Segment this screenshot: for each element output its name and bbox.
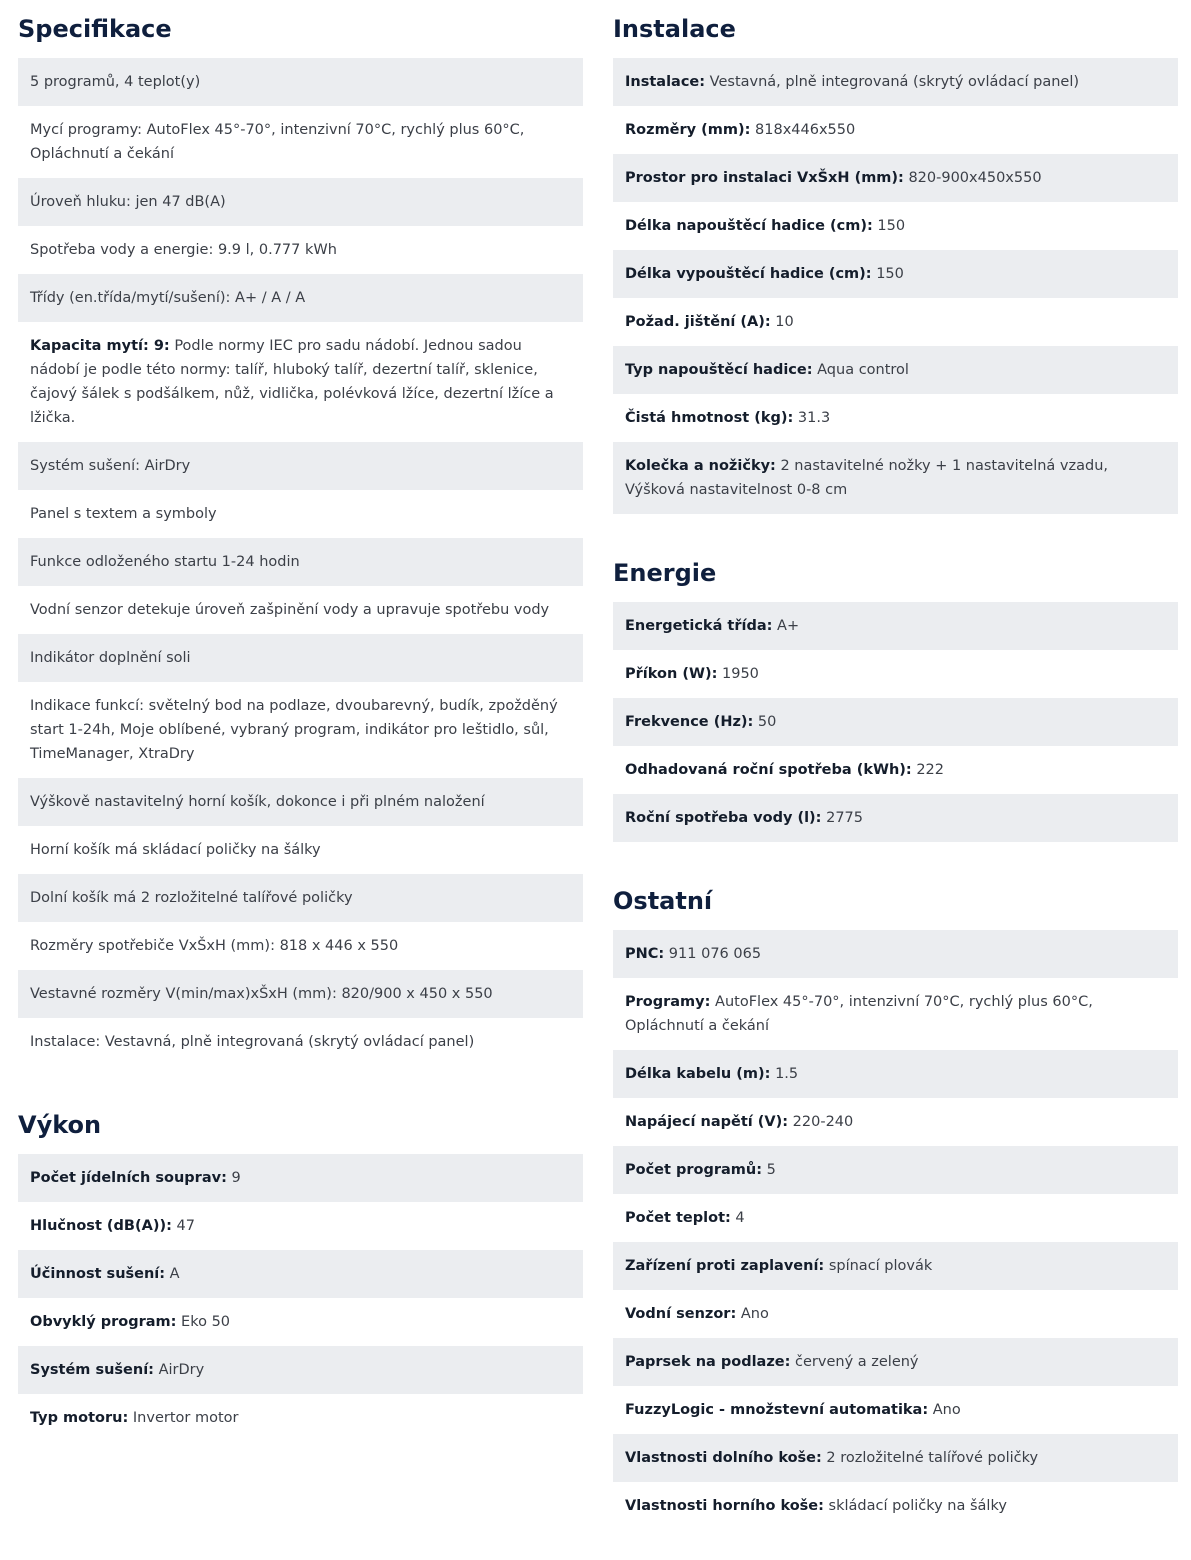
- spec-value: 820-900x450x550: [903, 170, 1042, 186]
- spec-value: spínací plovák: [824, 1258, 933, 1274]
- spec-value: 9: [226, 1170, 241, 1186]
- spec-label: Počet teplot:: [625, 1210, 731, 1226]
- spec-row: [613, 1098, 1178, 1146]
- spec-value: 1.5: [770, 1066, 799, 1082]
- spec-value: Panel s textem a symboly: [30, 506, 217, 522]
- spec-value: Vestavná, plně integrovaná (skrytý ovládací panel): [705, 74, 1080, 90]
- spec-row: [18, 274, 583, 322]
- spec-label: Délka vypouštěcí hadice (cm):: [625, 266, 872, 282]
- spec-value: 1950: [717, 666, 759, 682]
- spec-label: Čistá hmotnost (kg):: [625, 410, 794, 426]
- spec-row: [613, 1194, 1178, 1242]
- spec-row: [18, 682, 583, 778]
- spec-row: [613, 1482, 1178, 1530]
- spec-row: [613, 106, 1178, 154]
- spec-row: [613, 394, 1178, 442]
- spec-row: [18, 1018, 583, 1066]
- spec-row: [613, 746, 1178, 794]
- spec-row: [613, 650, 1178, 698]
- spec-label: Rozměry (mm):: [625, 122, 751, 138]
- spec-row: [18, 58, 583, 106]
- spec-row: [18, 922, 583, 970]
- spec-row: [18, 178, 583, 226]
- spec-label: Vodní senzor:: [625, 1306, 737, 1322]
- spec-label: Účinnost sušení:: [30, 1266, 166, 1282]
- spec-label: Typ napouštěcí hadice:: [625, 362, 813, 378]
- spec-label: Frekvence (Hz):: [625, 714, 754, 730]
- spec-value: Úroveň hluku: jen 47 dB(A): [30, 194, 226, 210]
- spec-value: Funkce odloženého startu 1-24 hodin: [30, 554, 300, 570]
- spec-row: [613, 298, 1178, 346]
- spec-label: Systém sušení:: [30, 1362, 154, 1378]
- spec-row: [18, 634, 583, 682]
- spec-list-instalace: [613, 58, 1178, 514]
- spec-row: [613, 250, 1178, 298]
- spec-list-ostatni: [613, 930, 1178, 1530]
- section-specifikace: [18, 0, 583, 1066]
- spec-row: [613, 154, 1178, 202]
- spec-label: Napájecí napětí (V):: [625, 1114, 789, 1130]
- spec-value: 10: [770, 314, 794, 330]
- spec-value: Ano: [736, 1306, 769, 1322]
- spec-row: [613, 930, 1178, 978]
- spec-row: [613, 346, 1178, 394]
- spec-row: [18, 970, 583, 1018]
- spec-value: Systém sušení: AirDry: [30, 458, 191, 474]
- spec-value: A+: [772, 618, 800, 634]
- spec-label: FuzzyLogic - množstevní automatika:: [625, 1402, 929, 1418]
- spec-value: skládací poličky na šálky: [823, 1498, 1007, 1514]
- spec-value: Horní košík má skládací poličky na šálky: [30, 842, 321, 858]
- spec-value: Ano: [928, 1402, 961, 1418]
- spec-value: 50: [753, 714, 777, 730]
- spec-label: Délka napouštěcí hadice (cm):: [625, 218, 873, 234]
- spec-value: A: [165, 1266, 180, 1282]
- spec-value: Vodní senzor detekuje úroveň zašpinění vody a upravuje spotřebu vody: [30, 602, 550, 618]
- spec-list-energie: [613, 602, 1178, 842]
- spec-row: [18, 1154, 583, 1202]
- section-vykon: [18, 1096, 583, 1442]
- spec-row: [18, 778, 583, 826]
- spec-label: Instalace:: [625, 74, 706, 90]
- spec-row: [18, 874, 583, 922]
- spec-label: Obvyklý program:: [30, 1314, 177, 1330]
- spec-value: Výškově nastavitelný horní košík, dokonce i při plném naložení: [30, 794, 485, 810]
- spec-row: [18, 226, 583, 274]
- spec-value: Indikace funkcí: světelný bod na podlaze, dvoubarevný, budík, zpožděný start 1-24h, Moje oblíbené, vybraný program, indikátor pro leštidlo, sůl, TimeManager, XtraDry: [30, 698, 558, 762]
- spec-row: [613, 1386, 1178, 1434]
- spec-value: 5 programů, 4 teplot(y): [30, 74, 201, 90]
- spec-value: 150: [872, 218, 906, 234]
- spec-value: 5: [762, 1162, 776, 1178]
- spec-value: Rozměry spotřebiče VxŠxH (mm): 818 x 446 x 550: [30, 938, 399, 954]
- left-column: [18, 0, 583, 1472]
- spec-label: Energetická třída:: [625, 618, 773, 634]
- spec-label: Počet jídelních souprav:: [30, 1170, 227, 1186]
- section-title-vykon: Výkon: [18, 1111, 102, 1139]
- spec-row: [18, 1250, 583, 1298]
- spec-value: 222: [911, 762, 945, 778]
- spec-row: [613, 602, 1178, 650]
- spec-value: 4: [730, 1210, 745, 1226]
- spec-label: Odhadovaná roční spotřeba (kWh):: [625, 762, 912, 778]
- spec-row: [613, 1146, 1178, 1194]
- section-title-energie: Energie: [613, 559, 717, 587]
- spec-value: Instalace: Vestavná, plně integrovaná (skrytý ovládací panel): [30, 1034, 475, 1050]
- spec-value: 2 nastavitelné nožky + 1 nastavitelná vzadu, Výšková nastavitelnost 0-8 cm: [625, 458, 1108, 498]
- spec-value: 818x446x550: [750, 122, 856, 138]
- spec-value: 911 076 065: [664, 946, 762, 962]
- spec-row: [613, 1050, 1178, 1098]
- spec-label: Vlastnosti dolního koše:: [625, 1450, 822, 1466]
- spec-label: Vlastnosti horního koše:: [625, 1498, 824, 1514]
- spec-row: [613, 202, 1178, 250]
- spec-value: Vestavné rozměry V(min/max)xŠxH (mm): 820/900 x 450 x 550: [30, 986, 493, 1002]
- spec-label: PNC:: [625, 946, 665, 962]
- spec-label: Délka kabelu (m):: [625, 1066, 771, 1082]
- spec-label: Kapacita mytí: 9:: [30, 338, 170, 354]
- spec-value: Eko 50: [176, 1314, 231, 1330]
- spec-value: Aqua control: [812, 362, 909, 378]
- spec-value: Třídy (en.třída/mytí/sušení): A+ / A / A: [30, 290, 306, 306]
- spec-row: [18, 538, 583, 586]
- spec-value: Dolní košík má 2 rozložitelné talířové poličky: [30, 890, 353, 906]
- spec-label: Požad. jištění (A):: [625, 314, 771, 330]
- spec-label: Typ motoru:: [30, 1410, 129, 1426]
- spec-label: Příkon (W):: [625, 666, 718, 682]
- spec-row: [613, 1338, 1178, 1386]
- spec-value: 47: [171, 1218, 195, 1234]
- section-title-instalace: Instalace: [613, 15, 736, 43]
- spec-label: Hlučnost (dB(A)):: [30, 1218, 172, 1234]
- spec-value: 2 rozložitelné talířové poličky: [821, 1450, 1039, 1466]
- spec-label: Prostor pro instalaci VxŠxH (mm):: [625, 170, 904, 186]
- spec-row: [18, 1394, 583, 1442]
- spec-row: [18, 490, 583, 538]
- spec-list-vykon: [18, 1154, 583, 1442]
- spec-value: 220-240: [788, 1114, 854, 1130]
- spec-row: [613, 58, 1178, 106]
- spec-list-specifikace: [18, 58, 583, 1066]
- spec-label: Počet programů:: [625, 1162, 763, 1178]
- spec-row: [18, 1202, 583, 1250]
- spec-value: AirDry: [153, 1362, 205, 1378]
- spec-row: [18, 442, 583, 490]
- section-ostatni: [613, 872, 1178, 1530]
- spec-value: AutoFlex 45°-70°, intenzivní 70°C, rychlý plus 60°C, Opláchnutí a čekání: [625, 994, 1093, 1034]
- spec-label: Paprsek na podlaze:: [625, 1354, 791, 1370]
- spec-label: Kolečka a nožičky:: [625, 458, 776, 474]
- spec-value: Spotřeba vody a energie: 9.9 l, 0.777 kWh: [30, 242, 337, 258]
- spec-row: [613, 978, 1178, 1050]
- spec-row: [613, 698, 1178, 746]
- spec-row: [18, 1346, 583, 1394]
- spec-value: Invertor motor: [128, 1410, 239, 1426]
- right-column: [613, 0, 1178, 1560]
- spec-row: [613, 442, 1178, 514]
- section-energie: [613, 544, 1178, 842]
- spec-row: [613, 1242, 1178, 1290]
- spec-row: [613, 794, 1178, 842]
- spec-row: [18, 586, 583, 634]
- spec-label: Programy:: [625, 994, 711, 1010]
- spec-value: Podle normy IEC pro sadu nádobí. Jednou sadou nádobí je podle této normy: talíř, hluboký talíř, dezertní talíř, sklenice, čajový šálek s podšálkem, nůž, vidlička, polévková lžíce, dezertní lžíce a lžička.: [30, 338, 554, 426]
- spec-row: [18, 322, 583, 442]
- spec-row: [613, 1434, 1178, 1482]
- spec-value: 2775: [821, 810, 863, 826]
- spec-value: Mycí programy: AutoFlex 45°-70°, intenzivní 70°C, rychlý plus 60°C, Opláchnutí a čekání: [30, 122, 525, 162]
- spec-value: 31.3: [793, 410, 831, 426]
- spec-row: [18, 1298, 583, 1346]
- spec-row: [613, 1290, 1178, 1338]
- spec-row: [18, 106, 583, 178]
- spec-value: červený a zelený: [790, 1354, 919, 1370]
- spec-value: 150: [871, 266, 904, 282]
- section-instalace: [613, 0, 1178, 514]
- spec-label: Roční spotřeba vody (l):: [625, 810, 822, 826]
- section-title-ostatni: Ostatní: [613, 887, 713, 915]
- section-title-specifikace: Specifikace: [18, 15, 172, 43]
- spec-value: Indikátor doplnění soli: [30, 650, 191, 666]
- spec-label: Zařízení proti zaplavení:: [625, 1258, 825, 1274]
- spec-row: [18, 826, 583, 874]
